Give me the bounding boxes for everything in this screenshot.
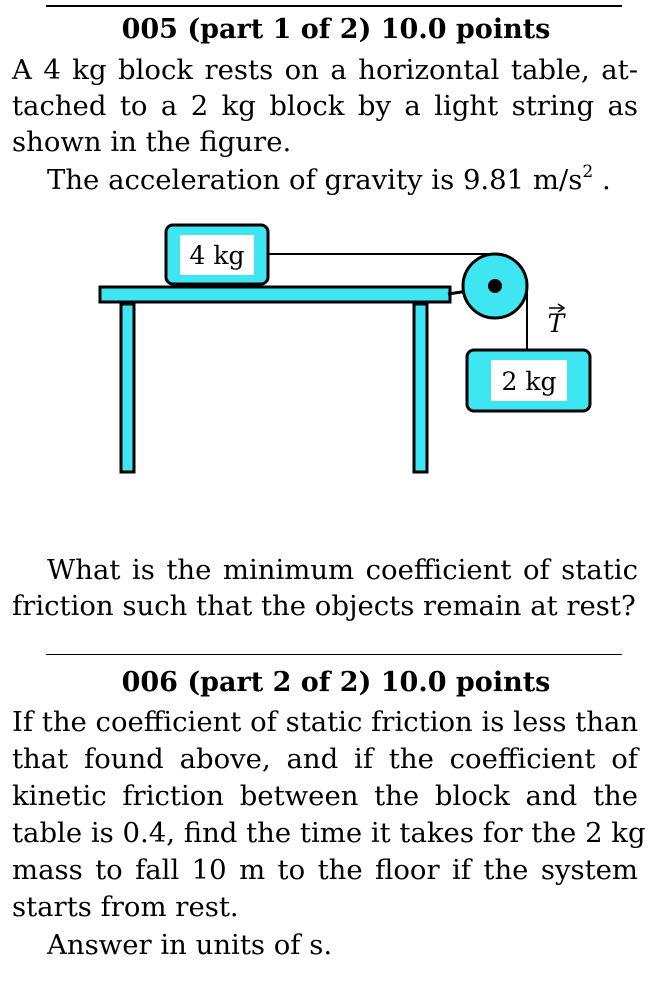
pulley-axle	[488, 279, 502, 293]
answer-units-note: Answer in units of s.	[47, 929, 333, 961]
problem-006-heading: 006 (part 2 of 2) 10.0 points	[121, 667, 551, 698]
problem-006-text-line-3: kinetic friction between the block and the	[12, 780, 638, 812]
problem-005-text-line-1: A 4 kg block rests on a horizontal table, at-	[12, 54, 638, 86]
problem-006-text-line-4: table is 0.4, find the time it takes for the 2 kg	[12, 817, 646, 849]
question-line-1: What is the minimum coefficient of static	[47, 554, 638, 586]
problem-006-text-line-1: If the coefficient of static friction is less than	[12, 706, 639, 738]
problem-006-text-line-2: that found above, and if the coefficient of	[12, 743, 638, 775]
table-pulley-figure	[0, 210, 672, 490]
separator-rule	[46, 654, 622, 655]
problem-006-text-line-6: starts from rest.	[12, 891, 239, 923]
gravity-statement	[47, 162, 611, 198]
block-4kg-label: 4 kg	[189, 241, 245, 270]
table-top	[100, 287, 450, 302]
table-leg-right	[414, 304, 427, 472]
problem-006-text-line-5: mass to fall 10 m to the floor if the system	[12, 854, 638, 886]
gravity-suffix: .	[593, 164, 611, 196]
problem-005-text-line-2: tached to a 2 kg block by a light string as	[12, 90, 638, 122]
tension-label: T	[547, 309, 565, 338]
question-line-2: friction such that the objects remain at rest?	[12, 590, 636, 622]
problem-005-heading: 005 (part 1 of 2) 10.0 points	[121, 14, 551, 45]
table-leg-left	[121, 304, 134, 472]
top-rule	[46, 5, 622, 7]
gravity-text: The acceleration of gravity is 9.81 m/s	[47, 164, 583, 196]
gravity-exponent: 2	[582, 161, 594, 182]
block-2kg-label: 2 kg	[501, 367, 557, 396]
problem-005-text-line-3: shown in the figure.	[12, 126, 292, 158]
